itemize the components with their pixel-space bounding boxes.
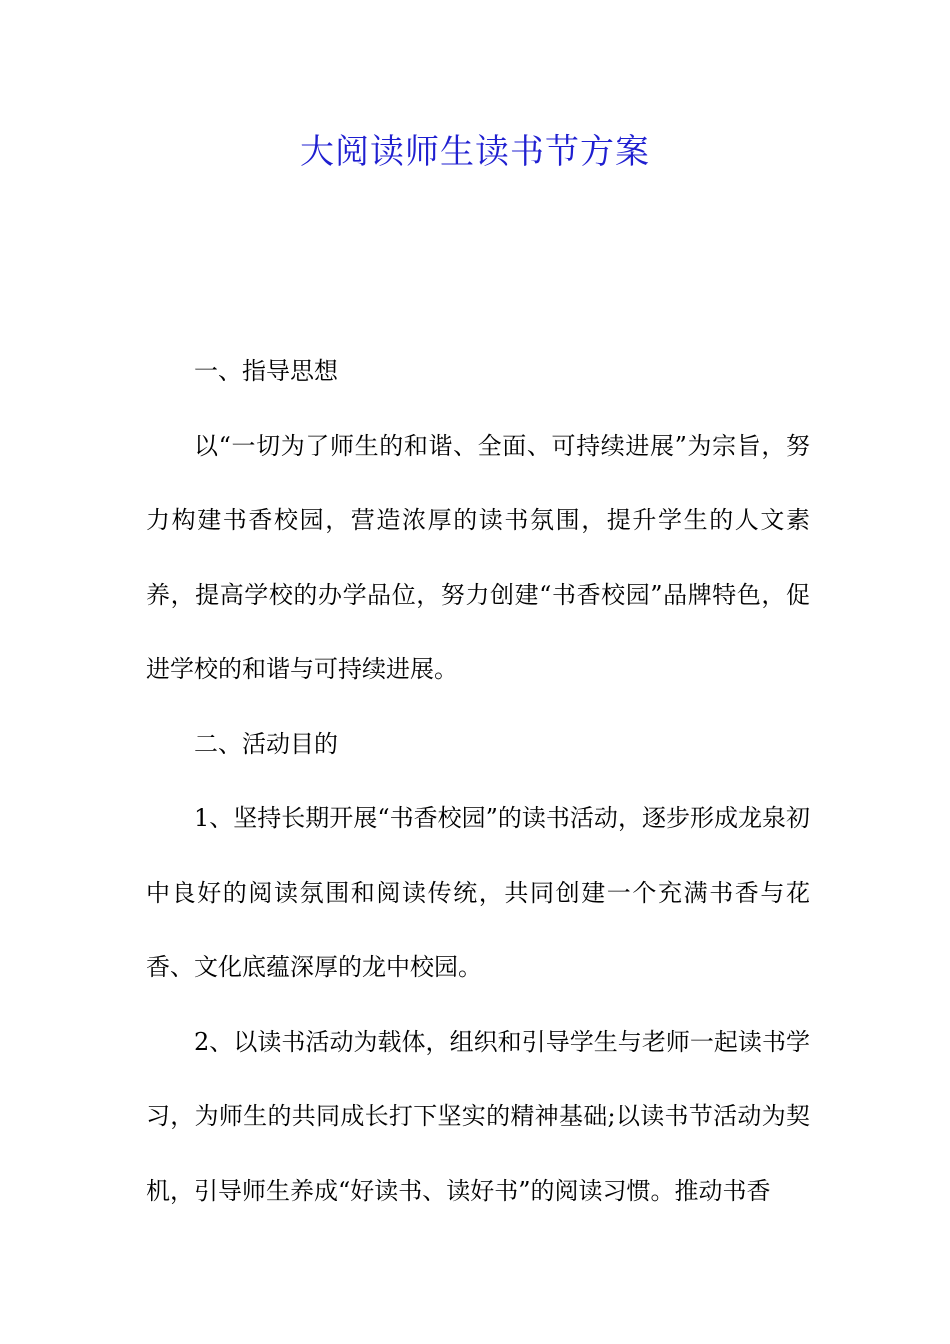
document-body (146, 334, 810, 1228)
section-heading-guiding-thought: 一、指导思想 (194, 357, 338, 385)
paragraph-guiding-thought: 以“一切为了师生的和谐、全面、可持续进展”为宗旨，努力构建书香校园，营造浓厚的读书氛围，提升学生的人文素养，提高学校的办学品位，努力创建“书香校园”品牌特色，促进学校的和谐与可持续进展。 (146, 431, 810, 683)
paragraph-purpose-1: 1、坚持长期开展“书香校园”的读书活动，逐步形成龙泉初中良好的阅读氛围和阅读传统，共同创建一个充满书香与花香、文化底蕴深厚的龙中校园。 (146, 804, 810, 981)
section-heading-activity-purpose: 二、活动目的 (194, 729, 338, 758)
document-title: 大阅读师生读书节方案 (300, 132, 650, 172)
paragraph-purpose-2: 2、以读书活动为载体，组织和引导学生与老师一起读书学习，为师生的共同成长打下坚实的精神基础;以读书节活动为契机，引导师生养成“好读书、读好书”的阅读习惯。推动书香 (146, 1027, 810, 1205)
